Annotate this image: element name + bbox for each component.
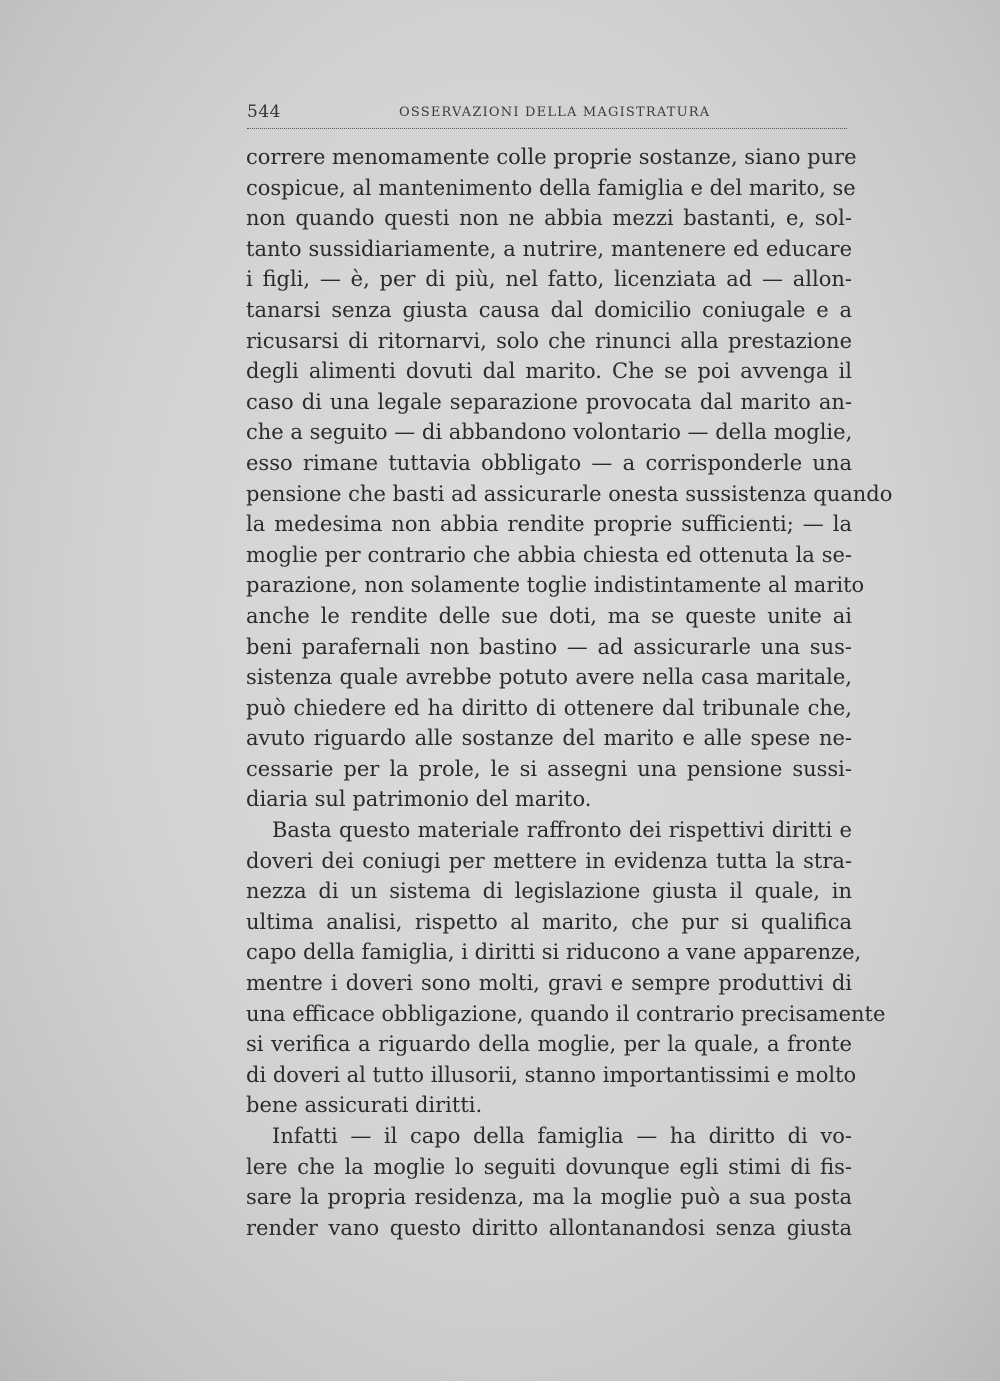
text-line: una efficace obbligazione, quando il contrario precisamente <box>246 1001 886 1026</box>
header-rule <box>247 128 847 129</box>
text-line: parazione, non solamente toglie indistintamente al marito <box>246 573 865 598</box>
text-line: doveri dei coniugi per mettere in evidenza tutta la stra- <box>246 848 852 873</box>
text-line: anche le rendite delle sue doti, ma se queste unite ai <box>246 603 852 628</box>
text-line: di doveri al tutto illusorii, stanno importantissimi e molto <box>246 1062 857 1087</box>
page-number: 544 <box>247 102 281 122</box>
text-line: cessarie per la prole, le si assegni una pensione sussi- <box>246 756 852 781</box>
text-line: non quando questi non ne abbia mezzi bastanti, e, sol- <box>246 206 852 231</box>
running-head <box>247 102 852 126</box>
text-line: nezza di un sistema di legislazione giusta il quale, in <box>246 879 852 904</box>
text-line: capo della famiglia, i diritti si riducono a vane apparenze, <box>246 940 862 965</box>
text-line: può chiedere ed ha diritto di ottenere dal tribunale che, <box>246 695 852 720</box>
text-line: Basta questo materiale raffronto dei rispettivi diritti e <box>272 818 852 843</box>
text-line: degli alimenti dovuti dal marito. Che se poi avvenga il <box>246 359 852 384</box>
text-line: diaria sul patrimonio del marito. <box>246 787 592 812</box>
text-line: tanto sussidiariamente, a nutrire, mantenere ed educare <box>246 236 852 261</box>
text-line: sare la propria residenza, ma la moglie può a sua posta <box>246 1185 852 1210</box>
text-line: render vano questo diritto allontanandosi senza giusta <box>246 1215 852 1240</box>
text-line: avuto riguardo alle sostanze del marito e alle spese ne- <box>246 726 852 751</box>
text-line: la medesima non abbia rendite proprie sufficienti; — la <box>246 512 852 537</box>
text-line: i figli, — è, per di più, nel fatto, licenziata ad — allon- <box>246 267 852 292</box>
text-line: ultima analisi, rispetto al marito, che pur si qualifica <box>246 909 852 934</box>
text-line: bene assicurati diritti. <box>246 1093 483 1118</box>
body-text <box>246 142 893 1243</box>
text-line: mentre i doveri sono molti, gravi e sempre produttivi di <box>246 971 852 996</box>
text-line: Infatti — il capo della famiglia — ha diritto di vo- <box>272 1124 852 1148</box>
text-line: sistenza quale avrebbe potuto avere nella casa maritale, <box>246 665 852 690</box>
running-title: OSSERVAZIONI DELLA MAGISTRATURA <box>399 105 711 120</box>
text-line: ricusarsi di ritornarvi, solo che rinunci alla prestazione <box>246 328 852 353</box>
text-line: esso rimane tuttavia obbligato — a corrisponderle una <box>246 450 852 475</box>
text-line: lere che la moglie lo seguiti dovunque egli stimi di fis- <box>246 1154 852 1179</box>
text-line: moglie per contrario che abbia chiesta ed ottenuta la se- <box>246 542 852 567</box>
text-line: caso di una legale separazione provocata dal marito an- <box>246 389 852 414</box>
text-line: beni parafernali non bastino — ad assicurarle una sus- <box>246 634 852 659</box>
text-line: correre menomamente colle proprie sostanze, siano pure <box>246 145 857 169</box>
text-line: tanarsi senza giusta causa dal domicilio coniugale e a <box>246 297 852 322</box>
text-line: si verifica a riguardo della moglie, per la quale, a fronte <box>246 1032 852 1057</box>
text-line: che a seguito — di abbandono volontario — della moglie, <box>246 420 853 445</box>
text-line: cospicue, al mantenimento della famiglia e del marito, se <box>246 175 856 200</box>
text-line: pensione che basti ad assicurarle onesta sussistenza quando <box>246 481 893 506</box>
